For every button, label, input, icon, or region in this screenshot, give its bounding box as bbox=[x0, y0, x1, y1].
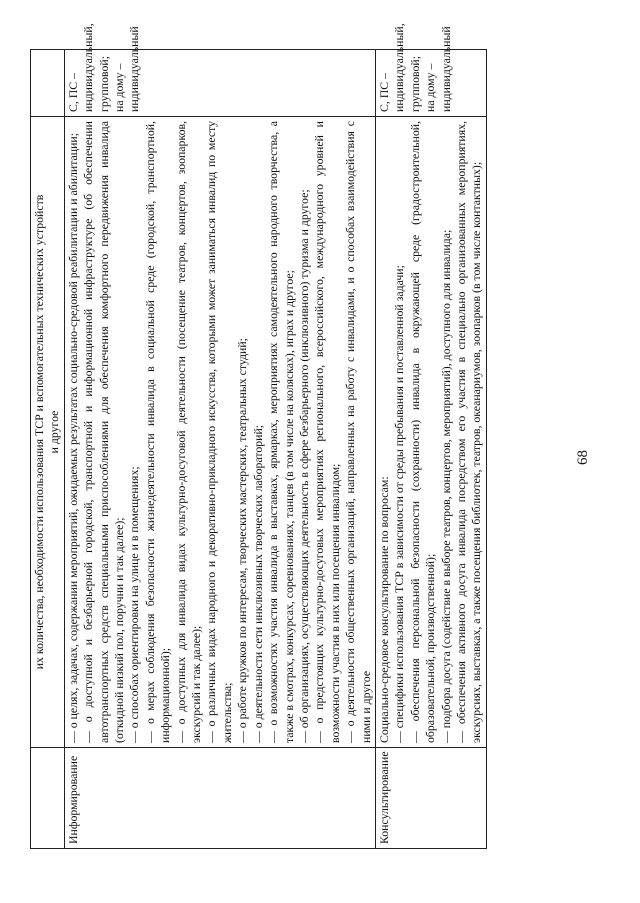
table-row bbox=[31, 50, 65, 849]
service-type-cell: Консультирование bbox=[375, 748, 486, 849]
service-form-cell bbox=[31, 50, 65, 117]
rehabilitation-table bbox=[30, 23, 487, 849]
content-line: и другое bbox=[47, 410, 62, 454]
content-line: — подбора досуга (содействие в выборе театров, концертов, мероприятий), доступного для инвалида; bbox=[438, 229, 453, 743]
content-line: — обеспечения персональной безопасности (сохранности) инвалида в окружающей среде (градостроительной, образовательной, производственной); bbox=[407, 121, 438, 743]
content-line: — о возможностях участия инвалида в выставках, ярмарках, мероприятиях самодеятельного народного творчества, а также в смотрах, конкурсах, соревнованиях, танцев (в том числе на колясках), играх и другое; bbox=[266, 121, 296, 743]
content-line: — о целях, задачах, содержании мероприятий, ожидаемых результатах социально-средовой реабилитации и абилитации; bbox=[65, 133, 80, 743]
content-line: — о доступной и безбарьерной городской, транспортной и информационной инфраструктуре (об обеспечении автотранспортных средств специальными приспособлениями для обеспечения комфортного передвижения инвалида (откидной низкий пол, поручни и так далее); bbox=[81, 121, 127, 743]
content-line: — специфики использования ТСР в зависимости от среды пребывания и поставленной задачи; bbox=[392, 265, 407, 743]
content-line: — о предстоящих культурно-досуговых мероприятиях регионального, всероссийского, международного уровней и возможности участия в них или посещения инвалидом; bbox=[312, 121, 342, 743]
content-line: — об организациях, осуществляющих деятельность в сфере безбарьерного (инклюзивного) туризма и другое; bbox=[296, 189, 311, 743]
service-content-cell bbox=[31, 117, 65, 748]
content-line: — о различных видах народного и декоративно-прикладного искусства, которыми может заниматься инвалид по месту жительства; bbox=[204, 121, 234, 743]
content-line: — о деятельности сети инклюзивных творческих лабораторий; bbox=[250, 424, 265, 743]
content-line: Социально-средовое консультирование по вопросам: bbox=[376, 476, 391, 743]
content-line: — о деятельности общественных организаций, направленных на работу с инвалидами, и о способах взаимодействия с ними и другое bbox=[343, 121, 373, 743]
service-type-cell: Информирование bbox=[64, 748, 375, 849]
content-line: — о мерах соблюдения безопасности жизнедеятельности инвалида в социальной среде (городской, транспортной, информационной); bbox=[142, 121, 173, 743]
page-number: 68 bbox=[575, 450, 591, 465]
table-row bbox=[375, 50, 486, 849]
service-content-cell bbox=[375, 117, 486, 748]
service-form-cell: С, ПС – индивидуальный, групповой; на дому – индивидуальный bbox=[375, 50, 486, 117]
service-content-cell bbox=[64, 117, 375, 748]
service-type-cell bbox=[31, 748, 65, 849]
content-line: их количества, необходимости использования ТСР и вспомогательных технических устройств bbox=[32, 194, 46, 670]
content-line: — о способах ориентировки на улице и в помещениях; bbox=[127, 466, 142, 743]
table-row bbox=[64, 50, 375, 849]
content-line: — о работе кружков по интересам, творческих мастерских, театральных студий; bbox=[235, 338, 250, 743]
table-body bbox=[31, 23, 487, 849]
content-line: — обеспечения активного досуга инвалида посредством его участия в специально организованных мероприятиях, экскурсиях, выставках, а также посещения библиотек, театров, океанариумов, зоопарков (в том числе контактных); bbox=[453, 121, 484, 743]
content-line: — о доступных для инвалида видах культурно-досуговой деятельности (посещение театров, концертов, зоопарков, экскурсий и так далее); bbox=[173, 121, 204, 743]
service-form-cell: С, ПС – индивидуальный, групповой; на дому – индивидуальный bbox=[64, 50, 375, 117]
